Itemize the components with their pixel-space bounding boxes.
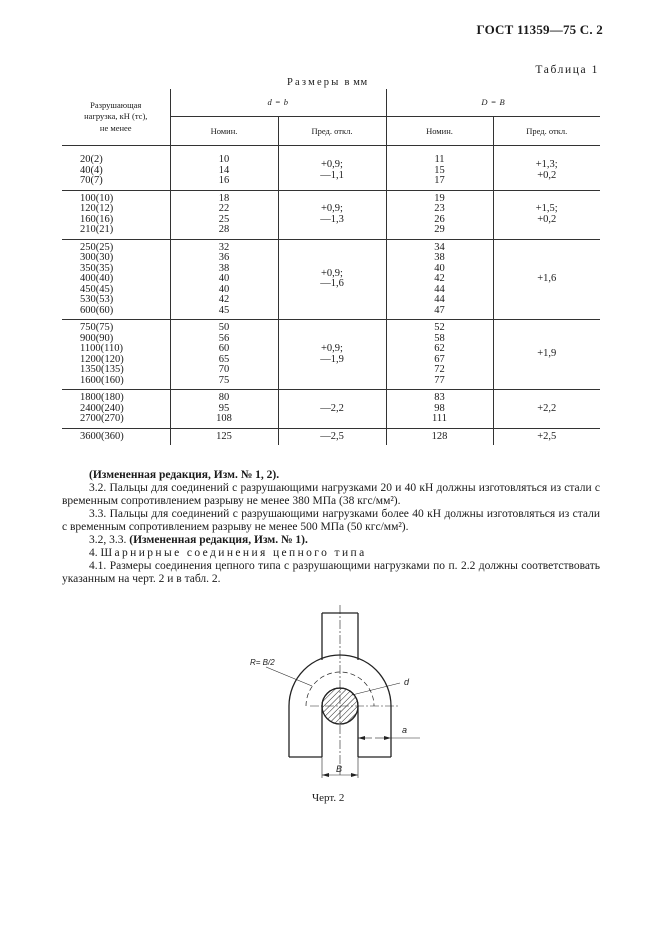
table-row <box>62 190 600 239</box>
table-row <box>62 320 600 390</box>
edit-note-2: 3.2, 3.3. (Измененная редакция, Изм. № 1). <box>89 534 308 546</box>
cell-load: 250(25) 300(30) 350(35) 400(40) 450(45) 530(53) 600(60) <box>62 239 170 320</box>
cell-d-dev: +0,9; —1,6 <box>278 239 386 320</box>
cell-D-dev: +1,6 <box>493 239 600 320</box>
cell-D-dev: +2,5 <box>493 428 600 445</box>
cell-D-dev: +1,3; +0,2 <box>493 146 600 191</box>
cell-load: 20(2) 40(4) 70(7) <box>80 154 103 186</box>
units-label <box>287 77 368 88</box>
header-d-dev: Пред. откл. <box>278 117 386 146</box>
section-4-heading: 4. Шарнирные соединения цепного типа <box>89 547 367 559</box>
units-title: Размеры <box>287 77 341 88</box>
paragraph-4-1: 4.1. Размеры соединения цепного типа с разрушающими нагрузками по п. 2.2 должны соответствовать указанным на черт. 2 и в табл. 2. <box>62 560 600 585</box>
header-D-dev: Пред. откл. <box>493 117 600 146</box>
header-D-nom: Номин. <box>386 117 493 146</box>
label-a: a <box>402 725 408 735</box>
cell-D-nom: 52 58 62 67 72 77 <box>386 320 493 390</box>
label-B: B <box>336 764 343 774</box>
cell-d-nom: 80 95 108 <box>170 390 278 429</box>
drawing-caption: Черт. 2 <box>312 792 345 804</box>
cell-load: 1800(180) 2400(240) 2700(270) <box>62 390 170 429</box>
cell-D-nom: 128 <box>386 428 493 445</box>
page-header: ГОСТ 11359—75 С. 2 <box>476 22 603 37</box>
table-row <box>62 428 600 445</box>
cell-D-dev: +2,2 <box>493 390 600 429</box>
cell-d-nom: 125 <box>170 428 278 445</box>
header-d-nom: Номин. <box>170 117 278 146</box>
cell-D-dev: +1,5; +0,2 <box>493 190 600 239</box>
cell-D-dev: +1,9 <box>493 320 600 390</box>
cell-d-nom: 32 36 38 40 40 42 45 <box>170 239 278 320</box>
table-row <box>62 239 600 320</box>
label-radius: R= B/2 <box>250 658 275 667</box>
chain-joint-drawing <box>236 600 436 785</box>
table-body <box>62 146 600 446</box>
cell-d-nom: 10 14 16 <box>170 146 278 191</box>
cell-d-nom: 50 56 60 65 70 75 <box>170 320 278 390</box>
cell-d-dev: +0,9; —1,1 <box>278 146 386 191</box>
cell-d-nom: 18 22 25 28 <box>170 190 278 239</box>
cell-D-nom: 83 98 111 <box>386 390 493 429</box>
cell-d-dev: +0,9; —1,3 <box>278 190 386 239</box>
header-group-D: D = B <box>386 89 600 117</box>
cell-d-dev: —2,5 <box>278 428 386 445</box>
units-mm: в мм <box>344 77 368 88</box>
paragraph-3-3: 3.3. Пальцы для соединений с разрушающими нагрузками более 40 кН должны изготовляться из стали с временным сопротивлением разрыву не менее 500 МПа (50 кгс/мм²). <box>62 508 600 533</box>
cell-D-nom: 19 23 26 29 <box>386 190 493 239</box>
cell-d-dev: +0,9; —1,9 <box>278 320 386 390</box>
cell-D-nom: 34 38 40 42 44 44 47 <box>386 239 493 320</box>
cell-load: 750(75) 900(90) 1100(110) 1200(120) 1350(135) 1600(160) <box>62 320 170 390</box>
cell-d-dev: —2,2 <box>278 390 386 429</box>
cell-load: 100(10) 120(12) 160(16) 210(21) <box>62 190 170 239</box>
edit-note-1: (Измененная редакция, Изм. № 1, 2). <box>89 469 280 481</box>
paragraph-3-2: 3.2. Пальцы для соединений с разрушающими нагрузками 20 и 40 кН должны изготовляться из стали с временным сопротивлением разрыву не менее 380 МПа (38 кгс/мм²). <box>62 482 600 507</box>
cell-load: 3600(360) <box>62 428 170 445</box>
table-number: Таблица 1 <box>535 64 599 76</box>
cell-D-nom: 11 15 17 <box>386 146 493 191</box>
label-d: d <box>404 677 410 687</box>
dimensions-table <box>62 89 600 445</box>
header-load: Разрушающая нагрузка, кН (тс), не менее <box>62 89 170 146</box>
header-group-d: d = b <box>170 89 386 117</box>
body-text <box>62 469 600 586</box>
table-row <box>62 390 600 429</box>
table-row <box>62 146 600 191</box>
